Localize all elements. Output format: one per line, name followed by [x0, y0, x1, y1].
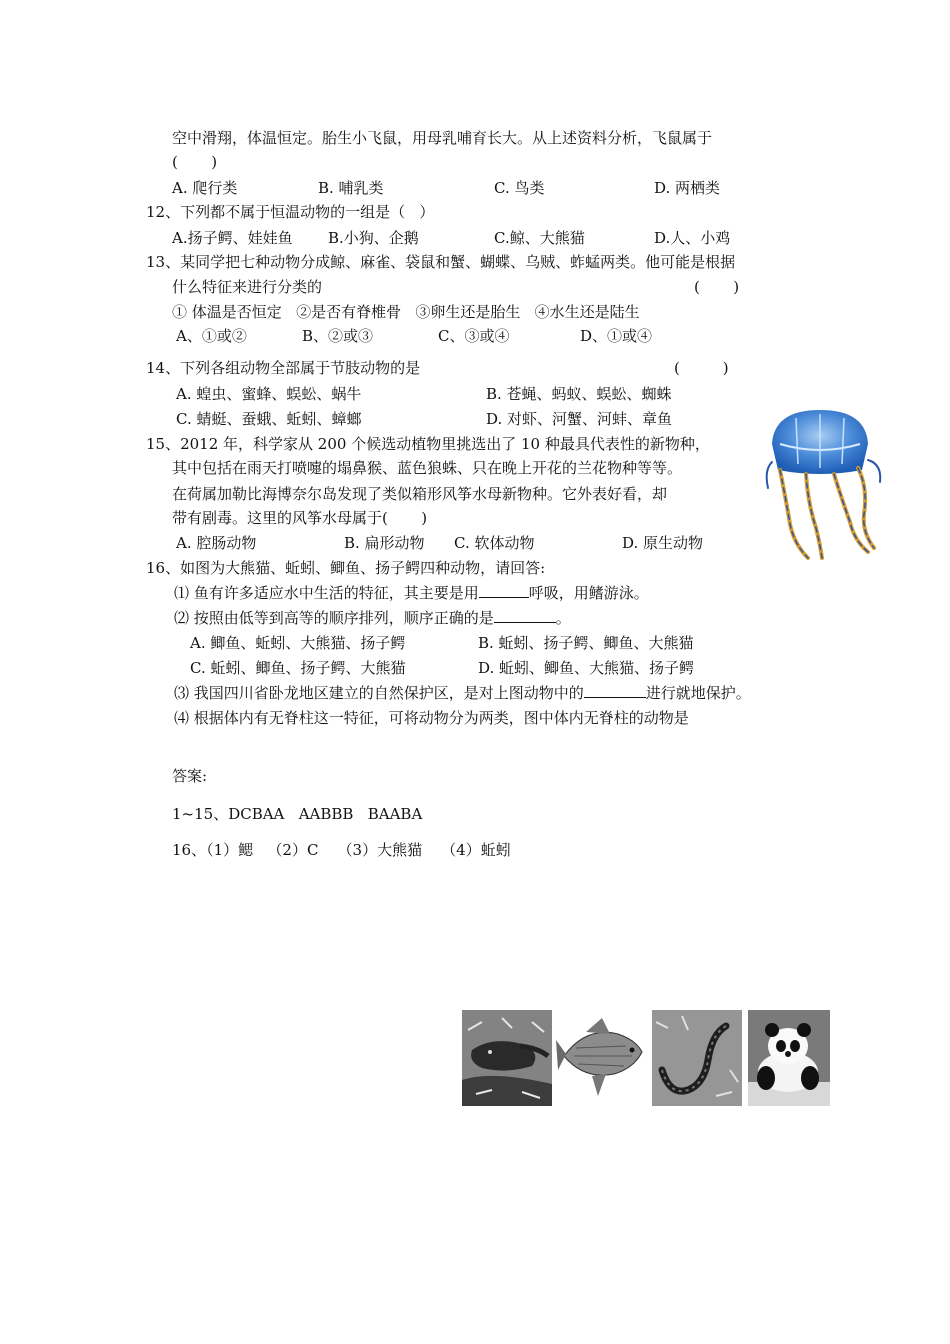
q16-part4: ⑷ 根据体内有无脊柱这一特征，可将动物分为两类，图中体内无脊柱的动物是 [174, 709, 689, 727]
q12-option-d: D.人、小鸡 [654, 229, 731, 247]
q16-part3 [174, 683, 751, 703]
q16-part1-text-end: 呼吸，用鳍游泳。 [528, 584, 649, 602]
q13-option-a: A、①或② [176, 327, 247, 345]
q12-option-c: C.鲸、大熊猫 [494, 229, 585, 247]
q11-paren: ( ) [172, 153, 218, 171]
q16-stem: 16、如图为大熊猫、蚯蚓、鲫鱼、扬子鳄四种动物，请回答: [146, 559, 546, 577]
q16-part2-text-end: 。 [555, 609, 571, 627]
q16-part2 [174, 608, 571, 628]
alligator-image [462, 1010, 552, 1106]
q14-option-a: A. 蝗虫、蜜蜂、蜈蚣、蜗牛 [176, 385, 362, 403]
q16-part1-text: ⑴ 鱼有许多适应水中生活的特征，其主要是用 [174, 584, 479, 602]
earthworm-image [652, 1010, 742, 1106]
q12-option-a: A.扬子鳄、娃娃鱼 [172, 229, 293, 247]
q13-option-c: C、③或④ [438, 327, 510, 345]
q14-stem: 14、下列各组动物全部属于节肢动物的是 [146, 359, 421, 377]
q15-line3: 在荷属加勒比海博奈尔岛发现了类似箱形风筝水母新物种。它外表好看，却 [172, 485, 668, 503]
q13-option-b: B、②或③ [302, 327, 374, 345]
q16-part1 [174, 583, 649, 603]
q11-option-a: A. 爬行类 [172, 179, 238, 197]
answers-title: 答案: [172, 767, 208, 785]
q13-criteria: ① 体温是否恒定 ②是否有脊椎骨 ③卵生还是胎生 ④水生还是陆生 [172, 303, 640, 321]
q14-option-b: B. 苍蝇、蚂蚁、蜈蚣、蜘蛛 [486, 385, 672, 403]
q16-part3-blank[interactable] [584, 683, 646, 698]
q11-option-c: C. 鸟类 [494, 179, 545, 197]
answers-line2: 16、（1）鳃 （2）C （3）大熊猫 （4）蚯蚓 [172, 841, 511, 859]
box-jellyfish-image [750, 404, 930, 562]
q16-part3-text: ⑶ 我国四川省卧龙地区建立的自然保护区，是对上图动物中的 [174, 684, 584, 702]
q16-option-c: C. 蚯蚓、鲫鱼、扬子鳄、大熊猫 [190, 659, 406, 677]
q15-option-a: A. 腔肠动物 [176, 534, 257, 552]
q15-option-c: C. 软体动物 [454, 534, 535, 552]
q14-option-c: C. 蜻蜓、蚕蛾、蚯蚓、蟑螂 [176, 410, 362, 428]
giant-panda-image [748, 1010, 830, 1106]
q16-part1-blank[interactable] [479, 583, 529, 598]
q12-stem: 12、下列都不属于恒温动物的一组是（ ） [146, 203, 435, 221]
q13-option-d: D、①或④ [580, 327, 653, 345]
q16-part2-blank[interactable] [494, 608, 556, 623]
q15-line2: 其中包括在雨天打喷嚏的塌鼻猴、蓝色狼蛛、只在晚上开花的兰花物种等等。 [172, 459, 683, 477]
q11-option-b: B. 哺乳类 [318, 179, 384, 197]
q14-option-d: D. 对虾、河蟹、河蚌、章鱼 [486, 410, 673, 428]
q12-option-b: B.小狗、企鹅 [328, 229, 419, 247]
crucian-carp-image [556, 1010, 646, 1106]
q16-part3-text-end: 进行就地保护。 [645, 684, 751, 702]
q16-option-b: B. 蚯蚓、扬子鳄、鲫鱼、大熊猫 [478, 634, 694, 652]
q16-option-a: A. 鲫鱼、蚯蚓、大熊猫、扬子鳄 [190, 634, 406, 652]
q16-part2-text: ⑵ 按照由低等到高等的顺序排列，顺序正确的是 [174, 609, 494, 627]
q15-option-b: B. 扁形动物 [344, 534, 425, 552]
q15-line4: 带有剧毒。这里的风筝水母属于( ) [172, 509, 428, 527]
q16-option-d: D. 蚯蚓、鲫鱼、大熊猫、扬子鳄 [478, 659, 695, 677]
q15-option-d: D. 原生动物 [622, 534, 704, 552]
q13-paren: ( ) [694, 278, 740, 296]
q11-line1: 空中滑翔，体温恒定。胎生小飞鼠，用母乳哺育长大。从上述资料分析，飞鼠属于 [172, 129, 713, 147]
q15-line1: 15、2012 年，科学家从 200 个候选动植物里挑选出了 10 种最具代表性的新物种， [146, 435, 710, 453]
q13-stem-line2: 什么特征来进行分类的 [172, 278, 323, 296]
q14-paren: ( ) [674, 359, 729, 377]
answers-line1: 1~15、DCBAA AABBB BAABA [172, 805, 423, 823]
q13-stem-line1: 13、某同学把七种动物分成鲸、麻雀、袋鼠和蟹、蝴蝶、乌贼、蚱蜢两类。他可能是根据 [146, 253, 736, 271]
q11-option-d: D. 两栖类 [654, 179, 721, 197]
